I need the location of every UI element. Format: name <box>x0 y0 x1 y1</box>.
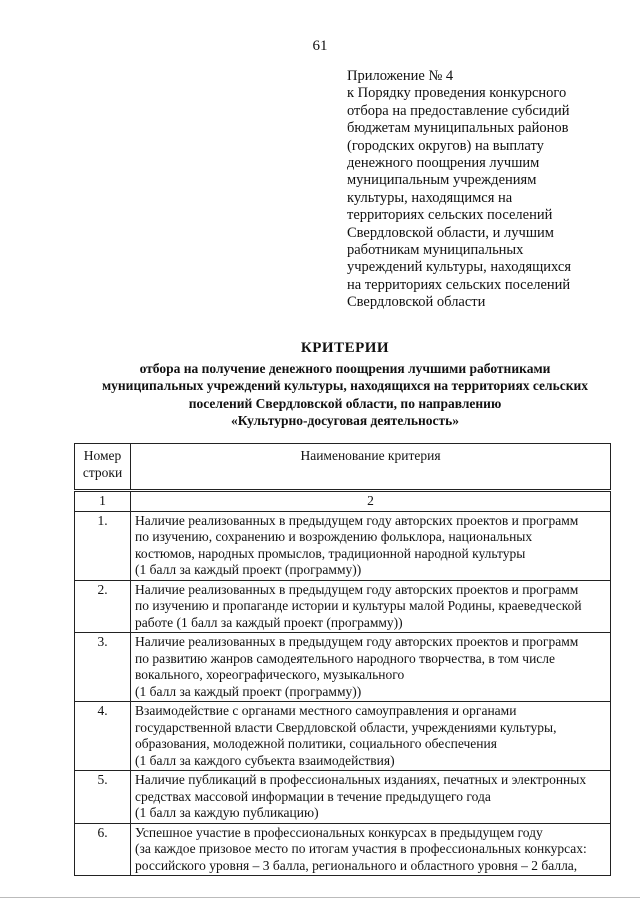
appendix-line: Свердловской области <box>347 294 486 311</box>
appendix-line: муниципальным учреждениям <box>347 172 537 189</box>
appendix-line: Свердловской области, и лучшим <box>347 224 554 241</box>
criterion-line: (1 балл за каждый проект (программу)) <box>135 562 362 577</box>
page-number: 61 <box>312 38 328 54</box>
criterion-line: Наличие реализованных в предыдущем году авторских проектов и программ <box>135 512 579 528</box>
criterion-line: Наличие реализованных в предыдущем году авторских проектов и программ <box>135 634 579 649</box>
criterion-line: костюмов, народных промыслов, традиционной народной культуры <box>135 545 526 561</box>
criterion-line: по изучению, сохранению и возрождению фольклора, национальных <box>135 529 533 544</box>
criterion-text <box>131 511 611 580</box>
criterion-text <box>131 823 611 876</box>
title-main: КРИТЕРИИ <box>300 340 390 356</box>
criterion-line: Успешное участие в профессиональных конкурсах в предыдущем году <box>135 824 543 840</box>
criteria-table <box>74 443 611 876</box>
table-row <box>75 771 611 824</box>
document-title <box>60 340 630 430</box>
appendix-line: на территориях сельских поселений <box>347 276 571 293</box>
criterion-line: (за каждое призовое место по итогам участия в профессиональных конкурсах: <box>135 841 587 856</box>
criterion-line: по изучению и пропаганде истории и культуры малой Родины, краеведческой <box>135 598 582 613</box>
table-header-row <box>75 444 611 491</box>
table-row <box>75 633 611 702</box>
appendix-line: работникам муниципальных <box>347 242 524 259</box>
appendix-note <box>347 68 627 312</box>
criterion-line: российского уровня – 3 балла, регионального и областного уровня – 2 балла, <box>135 857 578 873</box>
criterion-text <box>131 580 611 633</box>
table-row <box>75 702 611 771</box>
criterion-text <box>131 633 611 702</box>
appendix-line: Приложение № 4 <box>347 68 454 84</box>
criterion-text <box>131 771 611 824</box>
table-row <box>75 511 611 580</box>
title-line: отбора на получение денежного поощрения лучшими работниками <box>139 360 551 376</box>
table-row <box>75 823 611 876</box>
criterion-line: по развитию жанров самодеятельного народного творчества, в том числе <box>135 650 556 666</box>
criterion-line: Наличие публикаций в профессиональных изданиях, печатных и электронных <box>135 772 587 787</box>
appendix-line: учреждений культуры, находящихся <box>347 259 571 276</box>
title-line: «Культурно-досуговая деятельность» <box>230 413 460 428</box>
criterion-line: (1 балл за каждый проект (программу)) <box>135 683 362 699</box>
criterion-line: образования, молодежной политики, социального обеспечения <box>135 736 497 751</box>
index-col-2: 2 <box>131 491 611 512</box>
appendix-line: к Порядку проведения конкурсного <box>347 85 567 102</box>
appendix-line: бюджетам муниципальных районов <box>347 120 569 137</box>
appendix-line: культуры, находящимся на <box>347 189 513 206</box>
header-criterion-name: Наименование критерия <box>131 444 611 491</box>
index-col-1: 1 <box>75 491 131 512</box>
table-index-row <box>75 491 611 512</box>
criterion-line: средствах массовой информации в течение предыдущего года <box>135 788 491 804</box>
appendix-line: денежного поощрения лучшим <box>347 155 540 172</box>
row-number: 4. <box>75 702 131 771</box>
criterion-line: Наличие реализованных в предыдущем году авторских проектов и программ <box>135 581 579 597</box>
row-number: 3. <box>75 633 131 702</box>
appendix-line: отбора на предоставление субсидий <box>347 102 570 119</box>
title-line: поселений Свердловской области, по направлению <box>188 395 502 411</box>
appendix-line: территориях сельских поселений <box>347 207 553 224</box>
criterion-line: вокального, хореографического, музыкального <box>135 667 405 682</box>
criterion-line: работе (1 балл за каждый проект (программу)) <box>135 614 403 630</box>
table-row <box>75 580 611 633</box>
criterion-line: государственной власти Свердловской области, учреждениями культуры, <box>135 719 557 735</box>
header-row-number <box>75 444 131 491</box>
row-number: 2. <box>75 580 131 633</box>
criterion-line: (1 балл за каждого субъекта взаимодействия) <box>135 752 395 768</box>
criterion-text <box>131 702 611 771</box>
page-bottom-edge <box>0 897 640 898</box>
row-number: 6. <box>75 823 131 876</box>
header-num-line: Номер <box>83 448 122 463</box>
row-number: 1. <box>75 511 131 580</box>
row-number: 5. <box>75 771 131 824</box>
criterion-line: Взаимодействие с органами местного самоуправления и органами <box>135 703 517 718</box>
appendix-line: (городских округов) на выплату <box>347 137 544 154</box>
title-line: муниципальных учреждений культуры, находящихся на территориях сельских <box>101 378 589 393</box>
criterion-line: (1 балл за каждую публикацию) <box>135 805 319 820</box>
header-num-line: строки <box>82 464 123 480</box>
